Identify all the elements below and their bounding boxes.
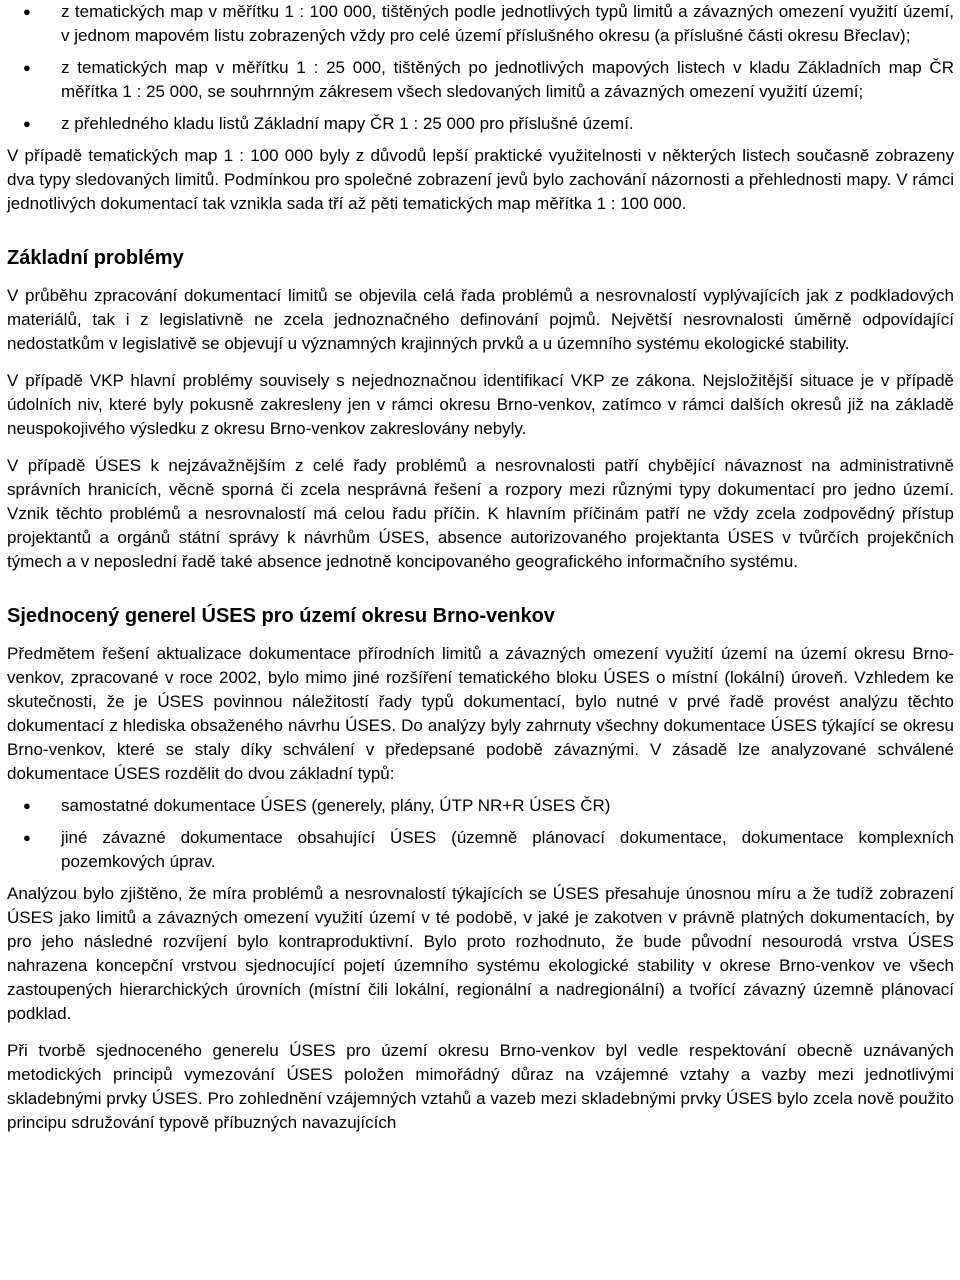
list-item bbox=[7, 112, 954, 136]
generel-paragraph: Při tvorbě sjednoceného generelu ÚSES pro území okresu Brno-venkov byl vedle respektování obecně uznávaných metodických principů vymezování ÚSES položen mimořádný důraz na vzájemné vztahy a vazby mezi jednotlivými skladebnými prvky ÚSES. Pro zohlednění vzájemných vztahů a vazeb mezi skladebnými prvky ÚSES bylo zcela nově použito principu sdružování typově příbuzných navazujících bbox=[7, 1041, 954, 1132]
list-item-text: jiné závazné dokumentace obsahující ÚSES (územně plánovací dokumentace, dokumentace komplexních pozemkových úprav. bbox=[61, 828, 954, 871]
generel-paragraph: Předmětem řešení aktualizace dokumentace přírodních limitů a závazných omezení využití území na území okresu Brno-venkov, zpracované v roce 2002, bylo mimo jiné rozšíření tematického bloku ÚSES o místní (lokální) úroveň. Vzhledem ke skutečnosti, že je ÚSES povinnou náležitostí řady typů dokumentací, bylo nutné v prvé řadě provést analýzu těchto dokumentací z hlediska obsaženého návrhu ÚSES. Do analýzy byly zahrnuty všechny dokumentace ÚSES týkající se okresu Brno-venkov, které se staly díky schválení v předepsané podobě závaznými. V zásadě lze analyzované schválené dokumentace ÚSES rozdělit do dvou základní typů: bbox=[7, 644, 954, 783]
problems-paragraph: V průběhu zpracování dokumentací limitů se objevila celá řada problémů a nesrovnalostí vyplývajících jak z podkladových materiálů, tak i z legislativně ne zcela jednoznačného definování pojmů. Největší nesrovnalosti úměrně odpovídající nedostatkům v legislativě se objevují u významných krajinných prvků a u územního systému ekologické stability. bbox=[7, 286, 954, 353]
section-heading-problems: Základní problémy bbox=[7, 247, 184, 269]
map-types-list bbox=[7, 0, 954, 136]
section-heading-generel: Sjednocený generel ÚSES pro území okresu Brno-venkov bbox=[7, 605, 555, 627]
problems-paragraph: V případě VKP hlavní problémy souvisely s nejednoznačnou identifikací VKP ze zákona. Nejsložitější situace je v případě údolních niv, které byly pokusně zakresleny jen v rámci okresu Brno-venkov, zatímco v rámci dalších okresů již na základě neuspokojivého výsledku z okresu Brno-venkov zakreslovány nebyly. bbox=[7, 371, 954, 438]
bullet-icon: ● bbox=[23, 798, 31, 813]
bullet-icon: ● bbox=[23, 4, 31, 19]
generel-paragraph: Analýzou bylo zjištěno, že míra problémů a nesrovnalostí týkajících se ÚSES přesahuje únosnou míru a že tudíž zobrazení ÚSES jako limitů a závazných omezení využití území v té podobě, v jaké je zakotven v právně platných dokumentacích, by pro jeho následné rozvíjení bylo kontraproduktivní. Bylo proto rozhodnuto, že bude původní nesourodá vrstva ÚSES nahrazena koncepční vrstvou sjednocující pojetí územního systému ekologické stability v okrese Brno-venkov ve všech zastoupených hierarchických úrovních (místní čili lokální, regionální a nadregionální) a tvořící závazný územně plánovací podklad. bbox=[7, 884, 954, 1023]
list-item bbox=[7, 56, 954, 104]
problems-paragraph: V případě ÚSES k nejzávažnějším z celé řady problémů a nesrovnalosti patří chybějící návaznost na administrativně správních hranicích, věcně sporná či zcela nesprávná řešení a rozpory mezi různými typy dokumentací pro jedno území. Vznik těchto problémů a nesrovnalostí má celou řadu příčin. K hlavním příčinám patří ne vždy zcela zodpovědný přístup projektantů a orgánů státní správy k návrhům ÚSES, absence autorizovaného projektanta ÚSES v tvůrčích projekčních týmech a v neposlední řadě také absence jednotně koncipovaného geografického informačního systému. bbox=[7, 456, 954, 571]
bullet-icon: ● bbox=[23, 60, 31, 75]
list-item-text: z přehledného kladu listů Základní mapy ČR 1 : 25 000 pro příslušné území. bbox=[61, 114, 634, 133]
documentation-types-list bbox=[7, 794, 954, 874]
list-item-text: z tematických map v měřítku 1 : 25 000, tištěných po jednotlivých mapových listech v kladu Základních map ČR měřítka 1 : 25 000, se souhrnným zákresem všech sledovaných limitů a závazných omezení využití území; bbox=[61, 58, 954, 101]
list-item-text: z tematických map v měřítku 1 : 100 000, tištěných podle jednotlivých typů limitů a závazných omezení využití území, v jednom mapovém listu zobrazených vždy pro celé území příslušného okresu (a příslušné části okresu Břeclav); bbox=[61, 2, 954, 45]
intro-paragraph: V případě tematických map 1 : 100 000 byly z důvodů lepší praktické využitelnosti v některých listech současně zobrazeny dva typy sledovaných limitů. Podmínkou pro společné zobrazení jevů bylo zachování názornosti a přehlednosti mapy. V rámci jednotlivých dokumentací tak vznikla sada tří až pěti tematických map měřítka 1 : 100 000. bbox=[7, 146, 954, 213]
list-item bbox=[7, 0, 954, 48]
bullet-icon: ● bbox=[23, 116, 31, 131]
list-item-text: samostatné dokumentace ÚSES (generely, plány, ÚTP NR+R ÚSES ČR) bbox=[61, 796, 611, 815]
bullet-icon: ● bbox=[23, 830, 31, 845]
list-item bbox=[7, 794, 954, 818]
list-item bbox=[7, 826, 954, 874]
